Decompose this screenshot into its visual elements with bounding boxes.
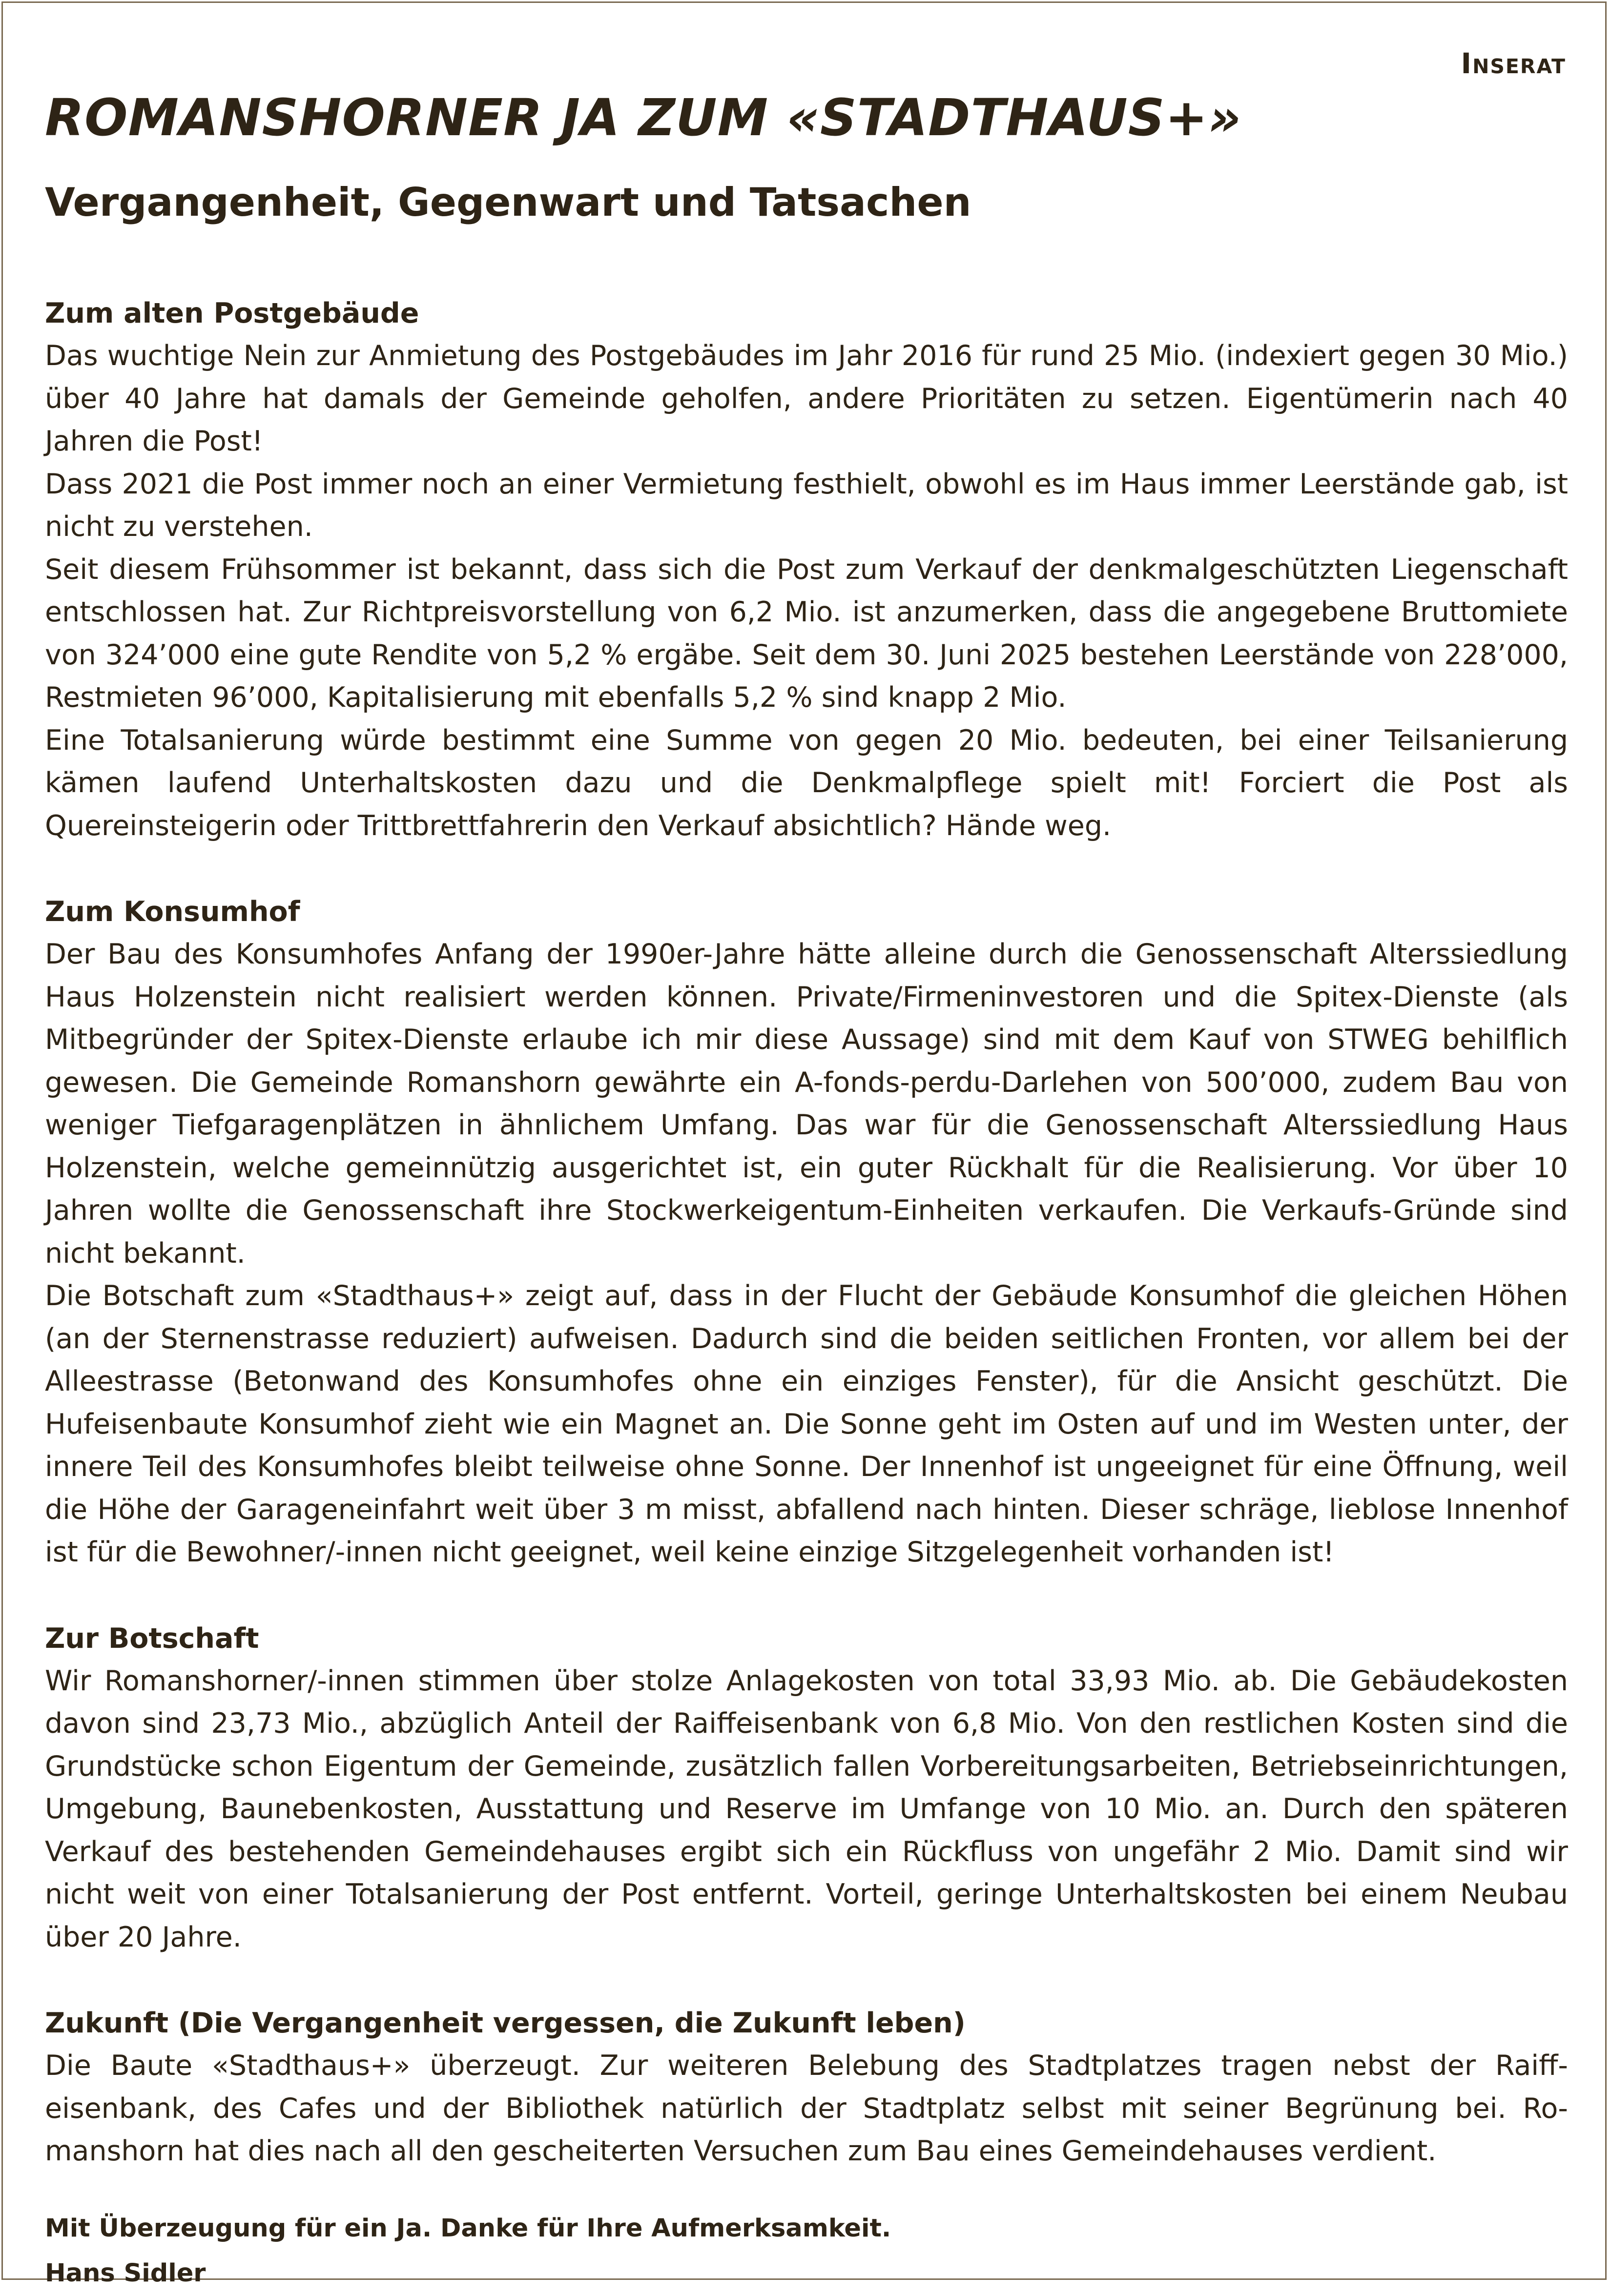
paragraph: Die Botschaft zum «Stadthaus+» zeigt auf, dass in der Flucht der Gebäude Konsumhof die gleichen Höhen (an der Sternenstrasse reduziert) aufweisen. Dadurch sind die beiden seitlichen Fronten, vor allem bei der Alleestrasse (Betonwand des Konsumhofes ohne ein einziges Fenster), für die Ansicht geschützt. Die Hufeisenbaute Konsumhof zieht wie ein Magnet an. Die Sonne geht im Osten auf und im Westen unter, der innere Teil des Konsumhofes bleibt teilweise ohne Sonne. Der Innenhof ist ungeeignet für eine Öffnung, weil die Höhe der Garageneinfahrt weit über 3 m misst, abfallend nach hinten. Dieser schräge, lieblose Innenhof ist für die Bewohner/-innen nicht geeignet, weil keine einzige Sitzgelegenheit vorhanden ist! [45,1280,1568,1568]
section-heading: Zum Konsumhof [45,896,300,928]
section-botschaft [45,1617,1568,1959]
author-name: Hans Sidler [45,2258,206,2288]
closing-block [45,2206,1568,2296]
section-heading: Zum alten Postgebäude [45,297,419,329]
paragraph: Dass 2021 die Post immer noch an einer Vermietung festhielt, obwohl es im Haus immer Leerstände gab, ist nicht zu verstehen. [45,468,1568,543]
paragraph: Die Baute «Stadthaus+» überzeugt. Zur weiteren Belebung des Stadtplatzes tragen nebst der Raiffeisenbank, des Cafes und der Bibliothek natürlich der Stadtplatz selbst mit seiner Begrünung bei. Romanshorn hat dies nach all den gescheiterten Versuchen zum Bau eines Gemeindehauses verdient. [45,2050,1568,2167]
advertisement-tag: Inserat [1461,47,1566,80]
paragraph: Der Bau des Konsumhofes Anfang der 1990er-Jahre hätte alleine durch die Genossenschaft Alterssiedlung Haus Holzenstein nicht realisiert werden können. Private/Firmeninvestoren und die Spitex-Dienste (als Mitbegründer der Spitex-Dienste erlaube ich mir diese Aussage) sind mit dem Kauf von STWEG behilflich gewesen. Die Gemeinde Romanshorn gewährte ein A-fonds-perdu-Darlehen von 500’000, zudem Bau von weniger Tiefgaragenplätzen in ähnlichem Umfang. Das war für die Genossenschaft Alterssiedlung Haus Holzenstein, welche gemeinnützig ausgerichtet ist, ein guter Rückhalt für die Realisierung. Vor über 10 Jahren wollte die Genossenschaft ihre Stockwerkeigentum-Einheiten verkaufen. Die Verkaufs-Gründe sind nicht bekannt. [45,938,1568,1270]
paragraph: Seit diesem Frühsommer ist bekannt, dass sich die Post zum Verkauf der denkmalgeschützten Liegenschaft entschlossen hat. Zur Richtpreisvorstellung von 6,2 Mio. ist anzumerken, dass die angegebene Bruttomiete von 324’000 eine gute Rendite von 5,2 % ergäbe. Seit dem 30. Juni 2025 bestehen Leerstände von 228’000, Restmieten 96’000, Kapitalisierung mit ebenfalls 5,2 % sind knapp 2 Mio. [45,553,1568,714]
section-heading: Zur Botschaft [45,1622,259,1655]
paragraph: Das wuchtige Nein zur Anmietung des Postgebäudes im Jahr 2016 für rund 25 Mio. (indexiert gegen 30 Mio.) über 40 Jahre hat damals der Gemeinde geholfen, andere Prioritäten zu setzen. Eigentümerin nach 40 Jahren die Post! [45,340,1568,457]
section-post-building [45,292,1568,847]
paragraph: Wir Romanshorner/-innen stimmen über stolze Anlagekosten von total 33,93 Mio. ab. Die Gebäudekosten davon sind 23,73 Mio., abzüglich Anteil der Raiffeisenbank von 6,8 Mio. Von den restlichen Kosten sind die Grundstücke schon Eigentum der Gemeinde, zusätzlich fallen Vorbereitungsarbeiten, Betriebseinrichtungen, Umgebung, Baunebenkosten, Ausstattung und Reserve im Umfange von 10 Mio. an. Durch den späteren Verkauf des bestehenden Gemeindehauses ergibt sich ein Rückfluss von ungefähr 2 Mio. Damit sind wir nicht weit von einer Totalsanierung der Post entfernt. Vorteil, geringe Unterhaltskosten bei einem Neubau über 20 Jahre. [45,1664,1568,1953]
section-zukunft [45,2002,1568,2173]
section-heading: Zukunft (Die Vergangenheit vergessen, die Zukunft leben) [45,2007,966,2039]
page-subtitle: Vergangenheit, Gegenwart und Tatsachen [45,180,971,225]
closing-line: Mit Überzeugung für ein Ja. Danke für Ihre Aufmerksamkeit. [45,2214,891,2243]
paragraph: Eine Totalsanierung würde bestimmt eine Summe von gegen 20 Mio. bedeuten, bei einer Teilsanierung kämen laufend Unterhaltskosten dazu und die Denkmalpflege spielt mit! Forciert die Post als Quereinsteigerin oder Trittbrettfahrerin den Verkauf absichtlich? Hände weg. [45,724,1568,842]
page-title: ROMANSHORNER JA ZUM «STADTHAUS+» [45,88,1242,147]
section-konsumhof [45,890,1568,1574]
article-body [45,292,1568,2296]
